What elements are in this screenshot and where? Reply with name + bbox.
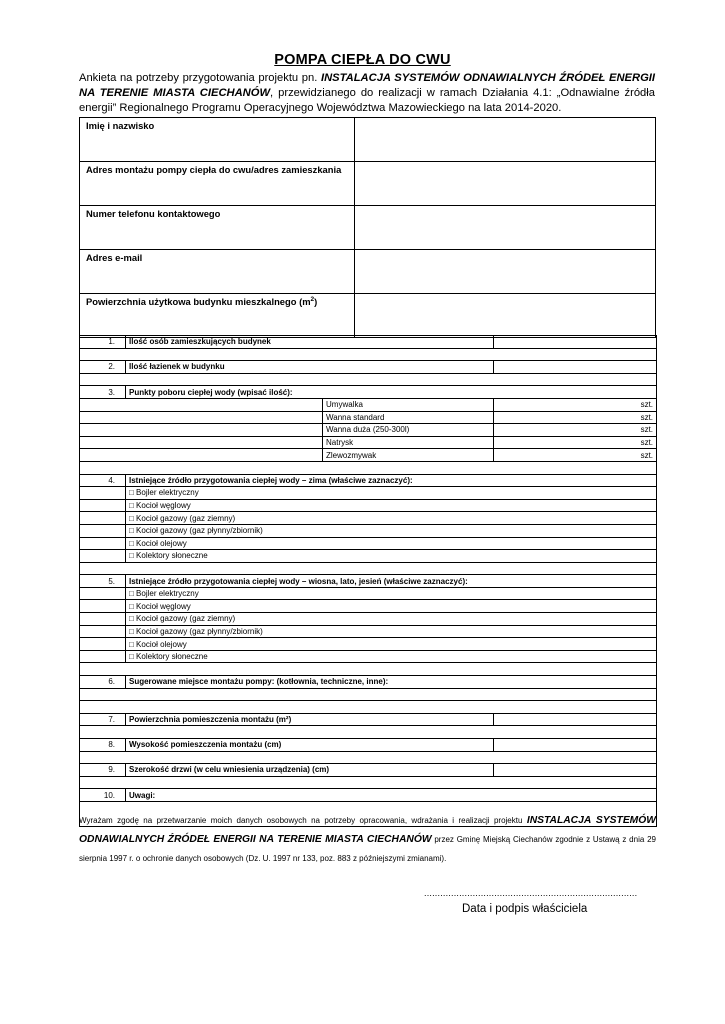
spacer-row — [80, 776, 657, 789]
q2-number: 2. — [80, 361, 126, 374]
q5-option-checkbox[interactable]: □ Kocioł gazowy (gaz ziemny) — [126, 613, 657, 626]
question-row — [80, 739, 657, 752]
q5-number: 5. — [80, 575, 126, 588]
q5-option-checkbox[interactable]: □ Kocioł olejowy — [126, 638, 657, 651]
spacer-row — [80, 726, 657, 739]
intro-project-name: INSTALACJA SYSTEMÓW ODNAWIALNYCH ŹRÓDEŁ ENERGII NA TERENIE MIASTA CIECHANÓW — [79, 72, 655, 99]
q4-option-checkbox[interactable]: □ Kocioł węglowy — [126, 499, 657, 512]
address-field[interactable] — [355, 162, 656, 206]
q6-answer-field[interactable] — [80, 688, 657, 701]
q8-number: 8. — [80, 739, 126, 752]
q5-option-checkbox[interactable]: □ Kolektory słoneczne — [126, 650, 657, 663]
question-row — [80, 764, 657, 777]
q4-option-checkbox[interactable]: □ Kolektory słoneczne — [126, 550, 657, 563]
spacer-row — [80, 373, 657, 386]
consent-text-1: Wyrażam zgodę na przetwarzanie moich danych osobowych na potrzeby opracowania, wdrażania i realizacji projektu — [79, 816, 527, 825]
personal-row — [80, 162, 656, 206]
q4-option-checkbox[interactable]: □ Bojler elektryczny — [126, 487, 657, 500]
water-point-label: Umywalka — [323, 398, 494, 411]
signature-label: Data i podpis właściciela — [462, 903, 588, 915]
q8-label: Wysokość pomieszczenia montażu (cm) — [126, 739, 494, 752]
area-field[interactable] — [355, 294, 656, 338]
spacer-row — [80, 701, 657, 714]
option-row — [80, 587, 657, 600]
option-row — [80, 550, 657, 563]
water-point-count-field[interactable]: szt. — [494, 424, 657, 437]
questions-table — [79, 335, 657, 827]
consent-paragraph — [79, 811, 656, 868]
q1-label: Ilość osób zamieszkujących budynek — [126, 336, 494, 349]
water-point-count-field[interactable]: szt. — [494, 411, 657, 424]
option-row — [80, 487, 657, 500]
spacer-row — [80, 348, 657, 361]
water-point-label: Natrysk — [323, 436, 494, 449]
area-label-text: Powierzchnia użytkowa budynku mieszkalnego (m — [86, 296, 311, 308]
question-row — [80, 789, 657, 802]
q3-number: 3. — [80, 386, 126, 399]
water-point-label: Zlewozmywak — [323, 449, 494, 462]
question-row — [80, 575, 657, 588]
water-point-row — [80, 449, 657, 462]
q4-label: Istniejące źródło przygotowania ciepłej wody – zima (właściwe zaznaczyć): — [126, 474, 657, 487]
water-point-row — [80, 424, 657, 437]
water-point-label: Wanna duża (250-300l) — [323, 424, 494, 437]
q5-option-checkbox[interactable]: □ Kocioł gazowy (gaz płynny/zbiornik) — [126, 625, 657, 638]
signature-line[interactable]: ............................................................................... — [424, 888, 638, 898]
water-point-row — [80, 411, 657, 424]
option-row — [80, 638, 657, 651]
email-field[interactable] — [355, 250, 656, 294]
q6-number: 6. — [80, 676, 126, 689]
q4-option-checkbox[interactable]: □ Kocioł olejowy — [126, 537, 657, 550]
q8-answer-field[interactable] — [494, 739, 657, 752]
q10-label: Uwagi: — [126, 789, 657, 802]
option-row — [80, 524, 657, 537]
spacer-row — [80, 751, 657, 764]
personal-data-table — [79, 117, 656, 338]
q4-option-checkbox[interactable]: □ Kocioł gazowy (gaz ziemny) — [126, 512, 657, 525]
option-row — [80, 600, 657, 613]
q7-label: Powierzchnia pomieszczenia montażu (m²) — [126, 713, 494, 726]
q5-option-checkbox[interactable]: □ Kocioł węglowy — [126, 600, 657, 613]
question-row — [80, 676, 657, 689]
water-point-count-field[interactable]: szt. — [494, 436, 657, 449]
page-title: POMPA CIEPŁA DO CWU — [274, 52, 451, 68]
question-row — [80, 361, 657, 374]
question-row — [80, 336, 657, 349]
personal-row — [80, 206, 656, 250]
personal-row — [80, 294, 656, 338]
intro-paragraph — [79, 71, 655, 116]
q9-number: 9. — [80, 764, 126, 777]
q10-number: 10. — [80, 789, 126, 802]
intro-text-2: , przewidzianego do realizacji w ramach Działania 4.1: „Odnawialne źródła energii” Regionalnego Programu Operacyjnego Województwa Mazowieckiego na lata 2014-2020. — [79, 87, 655, 114]
area-label-sup: 2 — [310, 296, 315, 303]
intro-text-1: Ankieta na potrzeby przygotowania projektu pn. — [79, 72, 321, 84]
option-row — [80, 625, 657, 638]
q9-label: Szerokość drzwi (w celu wniesienia urządzenia) (cm) — [126, 764, 494, 777]
q2-label: Ilość łazienek w budynku — [126, 361, 494, 374]
phone-field[interactable] — [355, 206, 656, 250]
consent-project-name: INSTALACJA SYSTEMÓW ODNAWIALNYCH ŹRÓDEŁ ENERGII NA TERENIE MIASTA CIECHANÓW — [79, 815, 656, 845]
spacer-row — [80, 461, 657, 474]
email-label: Adres e-mail — [80, 250, 355, 294]
q3-label: Punkty poboru ciepłej wody (wpisać ilość): — [126, 386, 657, 399]
q5-option-checkbox[interactable]: □ Bojler elektryczny — [126, 587, 657, 600]
question-row — [80, 386, 657, 399]
name-field[interactable] — [355, 118, 656, 162]
q4-option-checkbox[interactable]: □ Kocioł gazowy (gaz płynny/zbiornik) — [126, 524, 657, 537]
option-row — [80, 650, 657, 663]
personal-row — [80, 250, 656, 294]
phone-label: Numer telefonu kontaktowego — [80, 206, 355, 250]
water-point-count-field[interactable]: szt. — [494, 398, 657, 411]
option-row — [80, 499, 657, 512]
question-row — [80, 713, 657, 726]
water-point-count-field[interactable]: szt. — [494, 449, 657, 462]
q9-answer-field[interactable] — [494, 764, 657, 777]
q7-answer-field[interactable] — [494, 713, 657, 726]
q6-answer-row — [80, 688, 657, 701]
spacer-row — [80, 562, 657, 575]
option-row — [80, 537, 657, 550]
q6-label: Sugerowane miejsce montażu pompy: (kotłownia, techniczne, inne): — [126, 676, 657, 689]
q1-number: 1. — [80, 336, 126, 349]
option-row — [80, 512, 657, 525]
q5-label: Istniejące źródło przygotowania ciepłej wody – wiosna, lato, jesień (właściwe zaznaczyć): — [126, 575, 657, 588]
q7-number: 7. — [80, 713, 126, 726]
spacer-row — [80, 663, 657, 676]
q2-answer-field[interactable] — [494, 361, 657, 374]
address-label: Adres montażu pompy ciepła do cwu/adres zamieszkania — [80, 162, 355, 206]
q4-number: 4. — [80, 474, 126, 487]
name-label: Imię i nazwisko — [80, 118, 355, 162]
consent-text-2: przez Gminę Miejską Ciechanów zgodnie z Ustawą z dnia 29 sierpnia 1997 r. o ochronie danych osobowych (Dz. U. 1997 nr 133, poz. 883 z późniejszymi zmianami). — [79, 835, 656, 863]
q1-answer-field[interactable] — [494, 336, 657, 349]
water-point-label: Wanna standard — [323, 411, 494, 424]
option-row — [80, 613, 657, 626]
area-label — [80, 294, 355, 338]
area-label-end: ) — [314, 296, 318, 308]
water-point-row — [80, 436, 657, 449]
personal-row — [80, 118, 656, 162]
water-point-row — [80, 398, 657, 411]
question-row — [80, 474, 657, 487]
